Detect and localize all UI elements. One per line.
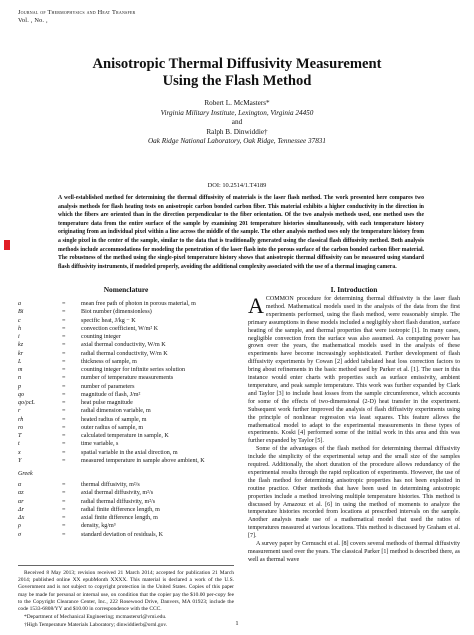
nomenclature-equals: = xyxy=(62,506,66,513)
intro-paragraph-1 xyxy=(248,293,460,446)
nomenclature-row xyxy=(18,366,238,374)
nomenclature-equals: = xyxy=(62,301,66,307)
nomenclature-definition: magnitude of flash, J/m² xyxy=(81,391,141,398)
nomenclature-symbol: σ xyxy=(18,531,22,538)
nomenclature-equals: = xyxy=(62,342,66,349)
footnote-author-1: *Department of Mechanical Engineering; mcmastersrl@vmi.edu. xyxy=(24,614,167,621)
nomenclature-symbol: Δr xyxy=(18,506,24,513)
nomenclature-row xyxy=(18,440,238,448)
nomenclature-equals: = xyxy=(62,358,66,365)
intro-paragraph-2: Some of the advantages of the flash method for determining thermal diffusivity include the simplicity of the experimental setup and the small size of the samples required. Additionally, the short duration of the procedure allows redundancy of the experimental results through the rapid replication of experiments. However, the use of the flash method for determining anisotropic properties has not been exploited in routine practice. Other methods that have been used in determining anisotropic properties include a method involving multiple temperature histories. This method is discussed by Amazouz et al. [6] in using the method of moments to analyze the temperature histories recorded from locations at prescribed intervals on the sample. Another analysis made use of a mathematical model that used the ratios of temperatures measured at various locations. This method is discussed by Graham et al. [7]. xyxy=(248,446,460,540)
nomenclature-symbol: m xyxy=(18,367,23,373)
nomenclature-row xyxy=(18,481,238,489)
nomenclature-row xyxy=(18,489,238,497)
nomenclature-symbol: Bi xyxy=(18,309,24,316)
nomenclature-row xyxy=(18,432,238,440)
nomenclature-definition: density, kg/m³ xyxy=(81,523,116,530)
author-1: Robert L. McMasters* xyxy=(204,99,270,107)
nomenclature-row xyxy=(18,399,238,407)
nomenclature-definition: radial dimension variable, m xyxy=(81,408,151,415)
section-heading-introduction: I. Introduction xyxy=(330,285,378,294)
nomenclature-symbol: ρ xyxy=(18,523,21,530)
nomenclature-equals: = xyxy=(62,424,66,431)
nomenclature-symbol: qo/ρcL xyxy=(18,400,35,406)
nomenclature-equals: = xyxy=(62,317,66,324)
nomenclature-definition: convection coefficient, W/m² K xyxy=(81,325,159,332)
nomenclature-equals: = xyxy=(62,457,66,464)
nomenclature-symbol: t xyxy=(18,441,20,448)
nomenclature-equals: = xyxy=(62,531,66,538)
paper-title xyxy=(0,56,474,90)
author-2: Ralph B. Dinwiddie† xyxy=(206,127,268,136)
nomenclature-symbol: qo xyxy=(18,391,25,398)
nomenclature-definition: axial thermal conductivity, W/m K xyxy=(81,342,166,349)
title-line-1: Anisotropic Thermal Diffusivity Measurement xyxy=(92,56,382,72)
nomenclature-equals: = xyxy=(62,408,66,415)
nomenclature-symbol: n xyxy=(18,375,22,382)
nomenclature-row xyxy=(18,416,238,424)
nomenclature-row xyxy=(18,358,238,366)
nomenclature-list xyxy=(18,300,238,539)
nomenclature-definition: outer radius of sample, m xyxy=(81,424,144,431)
nomenclature-row xyxy=(18,424,238,432)
nomenclature-definition: radial finite difference length, m xyxy=(81,506,160,513)
nomenclature-definition: thermal diffusivity, m²/s xyxy=(81,482,140,488)
nomenclature-symbol: L xyxy=(18,358,22,365)
nomenclature-row xyxy=(18,407,238,415)
page-number: 1 xyxy=(235,620,239,627)
nomenclature-row xyxy=(18,325,238,333)
nomenclature-row xyxy=(18,300,238,308)
nomenclature-equals: = xyxy=(62,449,66,456)
nomenclature-equals: = xyxy=(62,375,66,382)
nomenclature-row xyxy=(18,391,238,399)
nomenclature-symbol: ro xyxy=(18,424,24,431)
nomenclature-definition: time variable, s xyxy=(81,441,119,448)
nomenclature-equals: = xyxy=(62,490,66,497)
journal-header xyxy=(18,9,135,25)
nomenclature-definition: axial thermal diffusivity, m²/s xyxy=(81,490,154,497)
nomenclature-equals: = xyxy=(62,383,66,390)
nomenclature-equals: = xyxy=(62,391,66,398)
nomenclature-definition: heat pulse magnitude xyxy=(81,400,133,406)
nomenclature-symbol: αz xyxy=(18,490,24,497)
nomenclature-equals: = xyxy=(62,309,66,316)
nomenclature-row xyxy=(18,531,238,539)
abstract: A well-established method for determining the thermal diffusivity of materials is the laser flash method. The work presented here compares two analysis methods for flash heating tests on anisotropic carbon bonded carbon fiber. This material exhibits a higher conductivity in the direction in which the fibers are oriented than in the direction perpendicular to the fiber orientation. Of the two analysis methods used, one method uses the temperature data from the entire surface of the sample by examining 201 temperature histories simultaneously, with each temperature history originating from an individual pixel within a line across the middle of the sample. The other analysis method uses only the temperature history from a single pixel in the center of the sample, similar to the data that is traditionally generated using the classical flash diffusivity method. Both analysis methods include accommodations for modeling the penetration of the laser flash into the porous surface of the carbon bonded carbon fiber material. The robustness of the method using the single-pixel temperature history shows that anisotropic thermal diffusivity can be measured using standard flash diffusivity instruments, if modeled properly, avoiding the additional complexity associated with the use of a thermal imaging camera. xyxy=(58,195,424,270)
nomenclature-definition: number of parameters xyxy=(81,383,135,390)
nomenclature-row xyxy=(18,506,238,514)
nomenclature-definition: heated radius of sample, m xyxy=(81,416,147,423)
nomenclature-definition: axial finite difference length, m xyxy=(81,515,158,521)
nomenclature-symbol: α xyxy=(18,482,22,488)
nomenclature-equals: = xyxy=(62,441,66,448)
nomenclature-symbol: kr xyxy=(18,350,24,357)
nomenclature-definition: number of temperature measurements xyxy=(81,375,174,382)
nomenclature-definition: counting integer for infinite series solution xyxy=(81,367,186,373)
nomenclature-row xyxy=(18,449,238,457)
nomenclature-definition: radial thermal diffusivity, m²/s xyxy=(81,498,156,505)
nomenclature-equals: = xyxy=(62,400,66,406)
nomenclature-definition: specific heat, J/kg − K xyxy=(81,317,136,324)
nomenclature-row xyxy=(18,341,238,349)
footnote-author-2: †High Temperature Materials Laboratory; dinwiddierb@ornl.gov. xyxy=(24,622,168,629)
affiliation-2: Oak Ridge National Laboratory, Oak Ridge, Tennessee 37831 xyxy=(147,137,326,146)
nomenclature-row xyxy=(18,514,238,522)
nomenclature-definition: measured temperature in sample above ambient, K xyxy=(81,457,205,464)
journal-volume: Vol. , No. , xyxy=(18,17,48,24)
nomenclature-symbol: T xyxy=(18,433,22,439)
nomenclature-row xyxy=(18,498,238,506)
nomenclature-equals: = xyxy=(62,416,66,423)
nomenclature-symbol: r xyxy=(18,408,21,415)
nomenclature-equals: = xyxy=(62,325,66,332)
nomenclature-equals: = xyxy=(62,515,66,521)
nomenclature-definition: mean free path of photon in porous material, m xyxy=(81,301,196,307)
nomenclature-definition: spatial variable in the axial direction, m xyxy=(81,449,178,456)
affiliation-1: Virginia Military Institute, Lexington, Virginia 24450 xyxy=(160,108,314,117)
author-separator: and xyxy=(231,118,243,127)
journal-name: Journal of Thermophysics and Heat Transfer xyxy=(18,9,136,16)
nomenclature-equals: = xyxy=(62,482,66,488)
introduction-body xyxy=(248,293,460,565)
nomenclature-definition: calculated temperature in sample, K xyxy=(81,433,169,439)
nomenclature-row xyxy=(18,333,238,341)
nomenclature-equals: = xyxy=(62,367,66,373)
nomenclature-symbol: p xyxy=(18,383,22,390)
drop-cap: A xyxy=(248,293,264,318)
doi: DOI: 10.2514/1.T4189 xyxy=(207,182,267,189)
nomenclature-definition: radial thermal conductivity, W/m K xyxy=(81,350,168,357)
nomenclature-symbol: c xyxy=(18,317,21,324)
received-note: Received 8 May 2013; revision received 21 March 2014; accepted for publication 21 March 2014; published online XX epubMonth XXXX. This material is declared a work of the U.S. Government and is not subject to copyright protection in the United States. Copies of this paper may be made for personal or internal use, on condition that the copier pay the $10.00 per-copy fee to the Copyright Clearance Center, Inc., 222 Rosewood Drive, Danvers, MA 01923; include the code 1533-6808/YY and $10.00 in correspondence with the CCC. xyxy=(18,570,234,613)
intro-paragraph-3: A survey paper by Cernuschi et al. [8] covers several methods of thermal diffusivity measurement used over the years. The classical Parker [1] method is described there, as well as thermal wave xyxy=(248,541,460,563)
nomenclature-heading: Nomenclature xyxy=(103,285,149,294)
nomenclature-symbol: a xyxy=(18,301,22,307)
nomenclature-definition: counting integer xyxy=(81,334,121,340)
nomenclature-row xyxy=(18,374,238,382)
nomenclature-symbol: αr xyxy=(18,498,24,505)
nomenclature-row xyxy=(18,350,238,358)
nomenclature-symbol: Δx xyxy=(18,515,25,521)
nomenclature-equals: = xyxy=(62,350,66,357)
nomenclature-symbol: x xyxy=(18,449,21,456)
title-line-2: Using the Flash Method xyxy=(162,73,312,89)
nomenclature-equals: = xyxy=(62,498,66,505)
nomenclature-symbol: Y xyxy=(18,457,22,464)
nomenclature-row xyxy=(18,457,238,465)
nomenclature-equals: = xyxy=(62,334,66,340)
intro-paragraph-1-text: COMMON procedure for determining thermal diffusivity is the laser flash method. Mathematical models used in the analysis of the data from the first experiments performed, using the flash method, were reasonably simple. The primary assumptions in these models included a negligibly short flash duration, surface heating of the sample, and thermal properties that were isotropic [1]. In many cases, negligible convection from the surface was also assumed. As computing power has grown over the years, the mathematical models used in the analysis of these experiments have become increasingly sophisticated. Further development of flash diffusivity experiments by Cowan [2] added tabulated heat loss correction factors to bring about refinements in the basic method used by Parker et al. [1]. The user in this instance would enter charts with properties such as surface emissivity, ambient temperature, and peak sample temperature. This work was further expanded by Clark and Taylor [3] to include heat losses from the sample circumference, which accounts for some of the effects of two-dimensional (2-D) heat transfer in the experiment. Subsequent work further improved the analysis of flash diffusivity experiments using the principle of nonlinear regression via least squares. This feature allows the mathematical model to adapt to the experimental measurements in these types of experiments. Koski [4] performed some of the initial work in this area and this was further expanded by Taylor [5]. xyxy=(248,296,460,445)
nomenclature-row xyxy=(18,522,238,530)
nomenclature-symbol: kz xyxy=(18,342,24,349)
annotation-marker xyxy=(4,240,10,250)
nomenclature-equals: = xyxy=(62,523,66,530)
greek-heading: Greek xyxy=(18,471,33,477)
nomenclature-definition: Biot number (dimensionless) xyxy=(81,309,152,316)
nomenclature-row xyxy=(18,308,238,316)
nomenclature-definition: thickness of sample, m xyxy=(81,358,137,365)
nomenclature-symbol: i xyxy=(18,334,20,340)
author-block xyxy=(0,99,474,147)
nomenclature-row xyxy=(18,317,238,325)
nomenclature-equals: = xyxy=(62,433,66,439)
nomenclature-row xyxy=(18,383,238,391)
nomenclature-symbol: rh xyxy=(18,416,24,423)
nomenclature-symbol: h xyxy=(18,325,22,332)
nomenclature-definition: standard deviation of residuals, K xyxy=(81,531,164,538)
